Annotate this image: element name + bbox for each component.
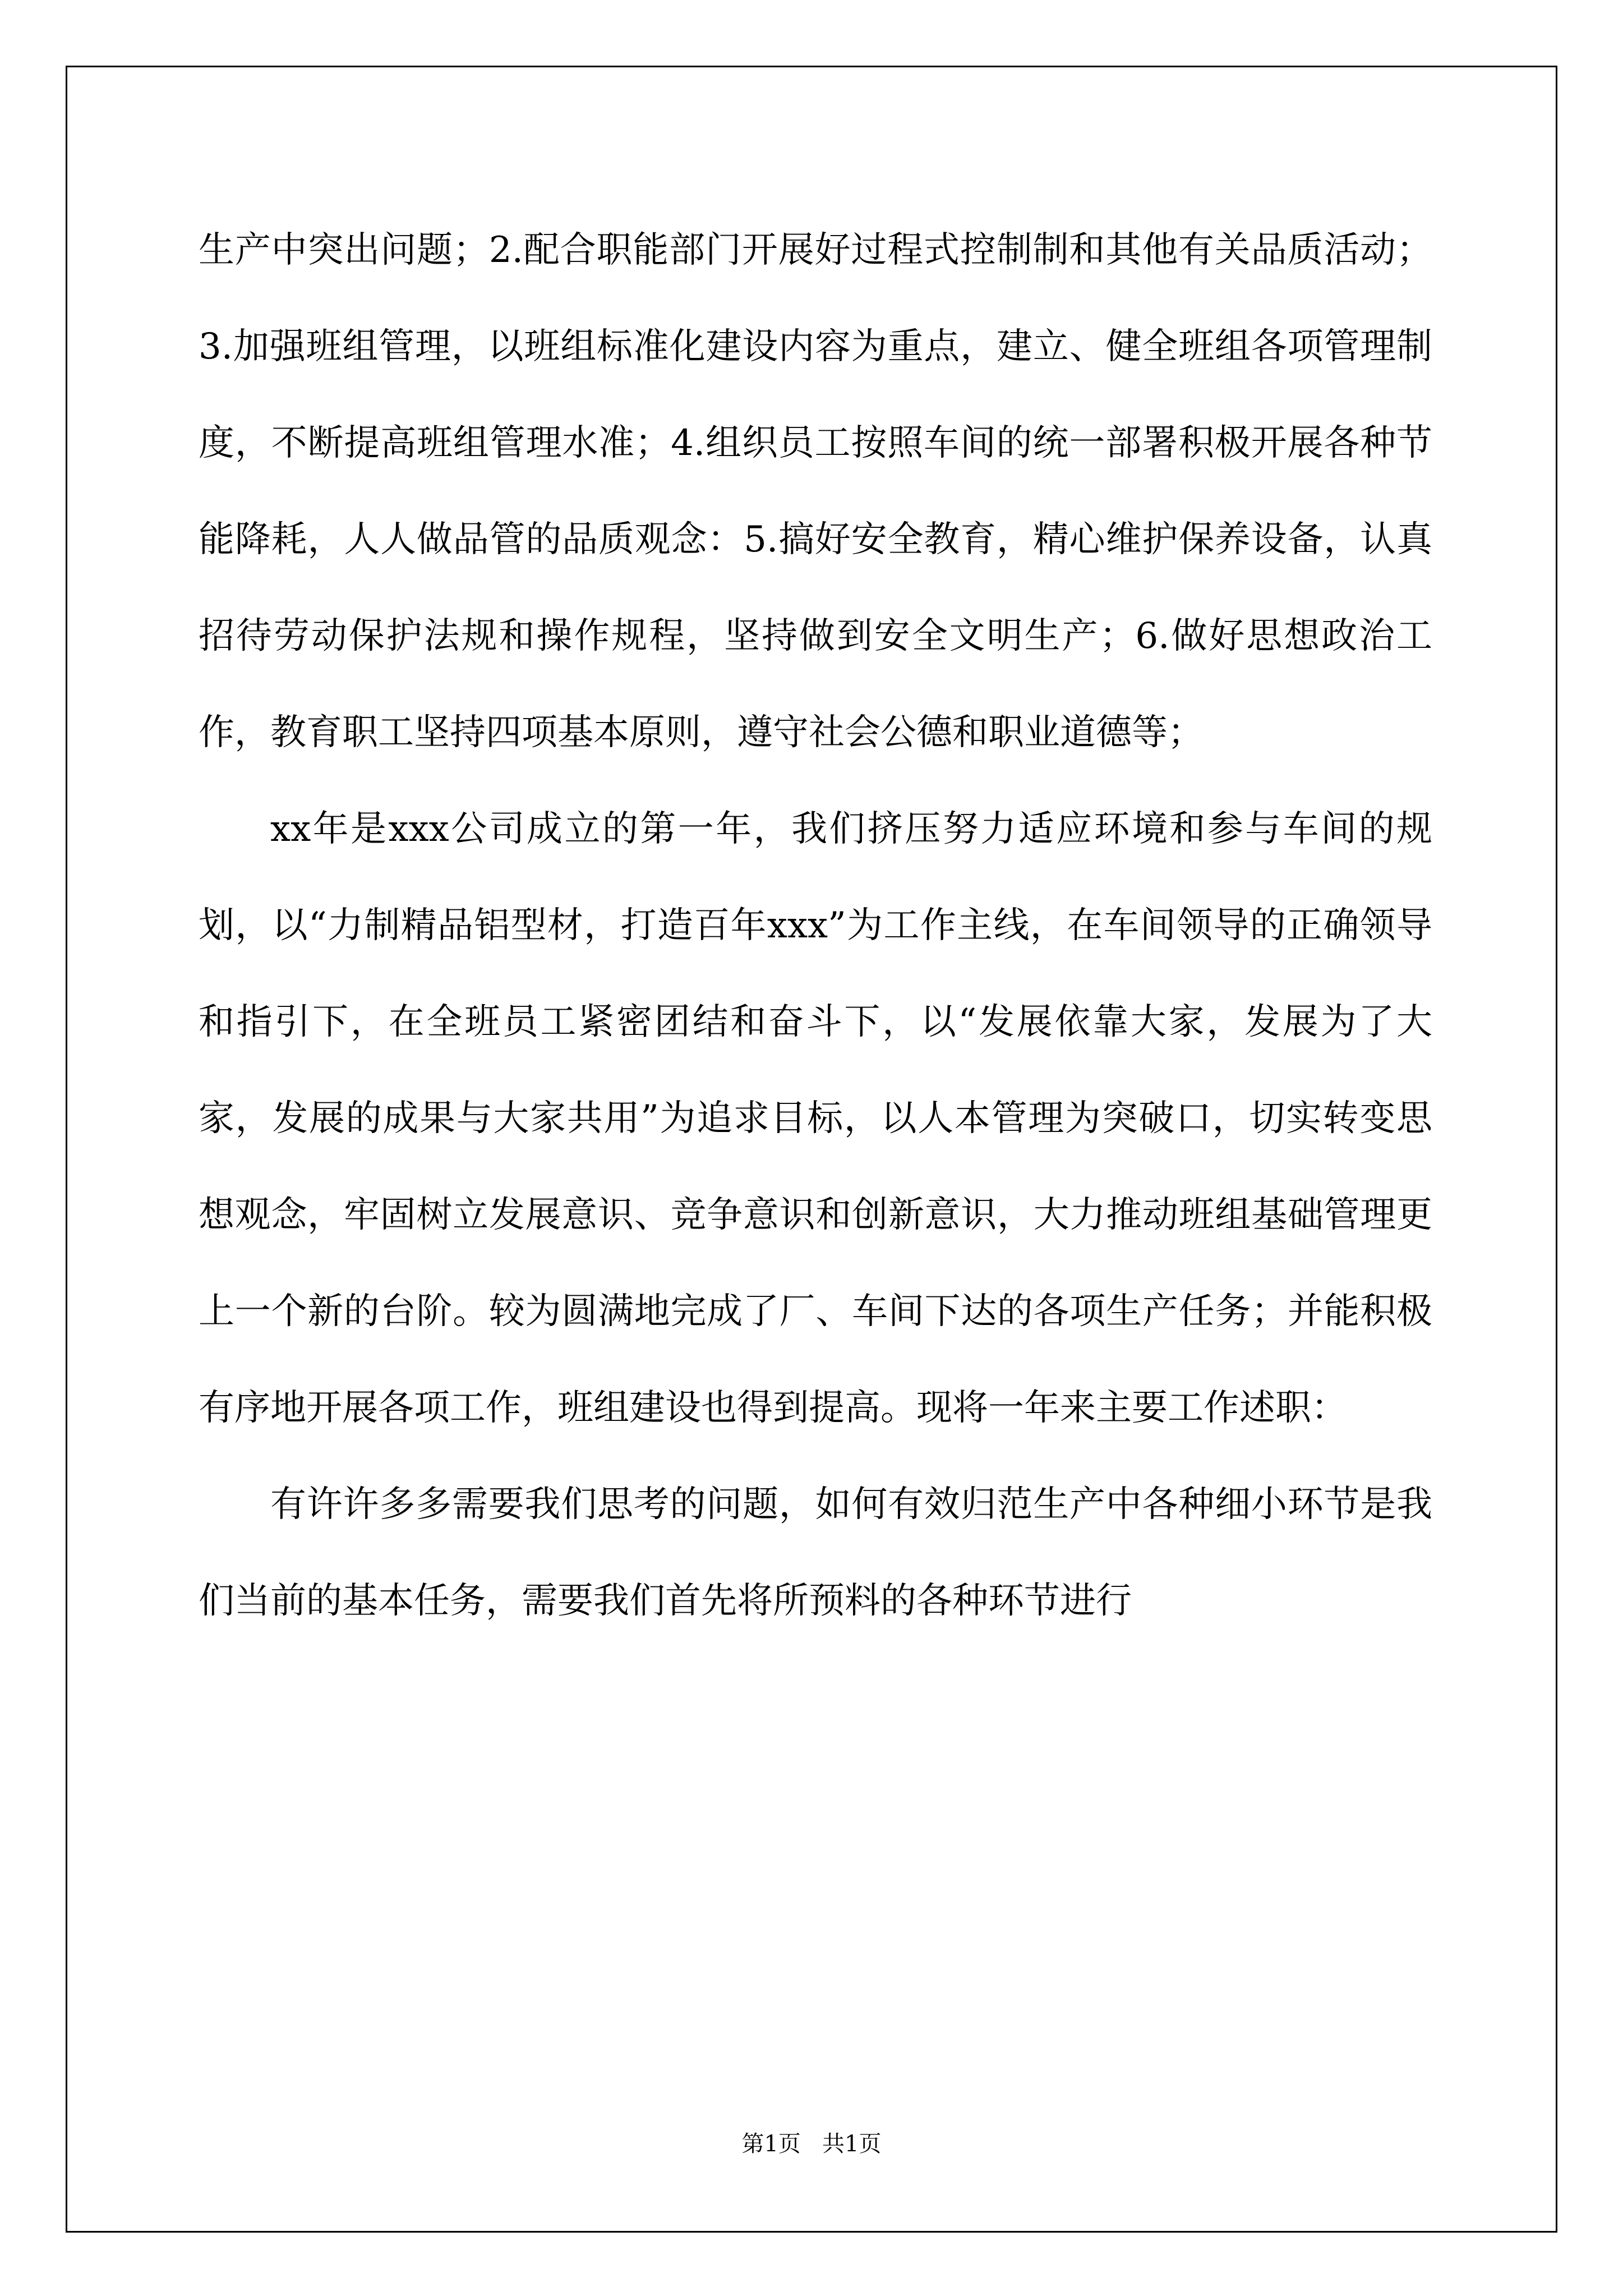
page-footer: 第1页 共1页: [741, 2131, 882, 2157]
paragraph-1: 生产中突出问题；2.配合职能部门开展好过程式控制制和其他有关品质活动；3.加强班组管理，以班组标准化建设内容为重点，建立、健全班组各项管理制度，不断提高班组管理水准；4.组织员工按照车间的统一部署积极开展各种节能降耗，人人做品管的品质观念：5.搞好安全教育，精心维护保养设备，认真招待劳动保护法规和操作规程，坚持做到安全文明生产；6.做好思想政治工作，教育职工坚持四项基本原则，遵守社会公德和职业道德等；: [199, 229, 1432, 753]
paragraph-2: xx年是xxx公司成立的第一年，我们挤压努力适应环境和参与车间的规划，以“力制精品铝型材，打造百年xxx”为工作主线，在车间领导的正确领导和指引下，在全班员工紧密团结和奋斗下，以“发展依靠大家，发展为了大家，发展的成果与大家共用”为追求目标，以人本管理为突破口，切实转变思想观念，牢固树立发展意识、竞争意识和创新意识，大力推动班组基础管理更上一个新的台阶。较为圆满地完成了厂、车间下达的各项生产任务；并能积极有序地开展各项工作，班组建设也得到提高。现将一年来主要工作述职：: [199, 808, 1432, 1429]
document-body: [199, 202, 1432, 1649]
paragraph-3: 有许许多多需要我们思考的问题，如何有效归范生产中各种细小环节是我们当前的基本任务，需要我们首先将所预料的各种环节进行: [199, 1484, 1432, 1622]
